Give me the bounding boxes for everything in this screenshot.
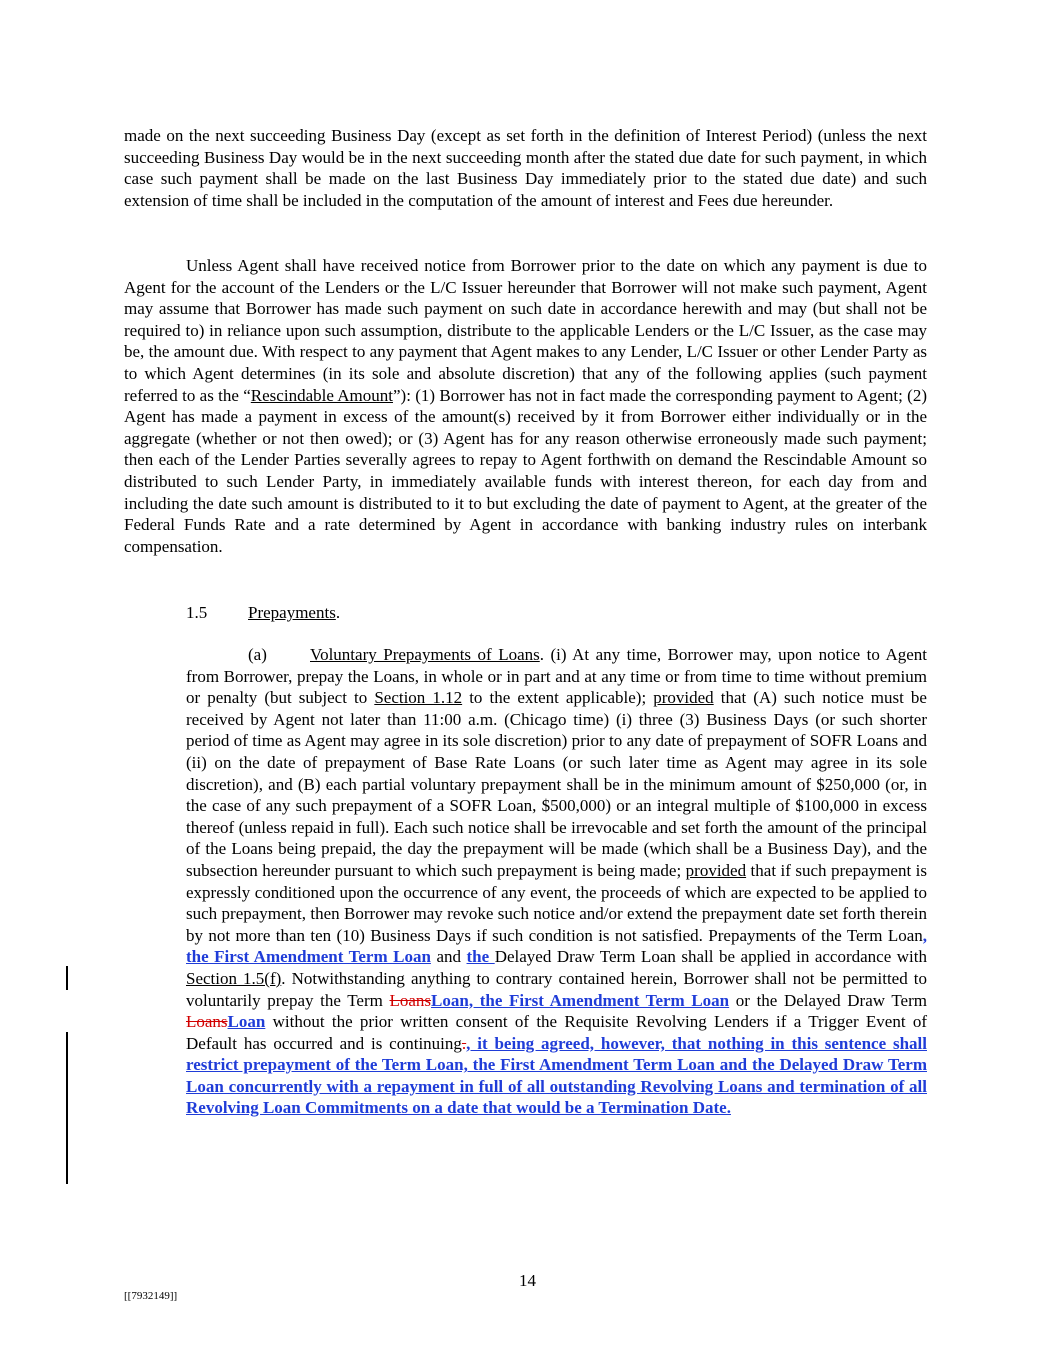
section-reference: Section 1.5(f)	[186, 968, 282, 988]
inserted-text: , the First Amendment Term Loan	[186, 925, 927, 967]
provided-term: provided	[685, 860, 747, 880]
document-id: [[7932149]]	[124, 1290, 178, 1302]
section-number: 1.5	[186, 603, 208, 622]
section-reference: Section 1.12	[374, 688, 463, 708]
paragraph-continuation: made on the next succeeding Business Day (except as set forth in the definition of Interest Period) (unless the next succeeding Business Day would be in the next succeeding month after the stated due date for such payment, in which case such payment shall be made on the last Business Day immediately prior to the stated due date) and such extension of time shall be included in the computation of the amount of interest and Fees due hereunder.	[124, 126, 927, 210]
section-heading	[186, 602, 340, 624]
subsection-text: that (A) such notice must be received by Agent not later than 11:00 a.m. (Chicago time) (i) three (3) Business Days (or such shorter period of time as Agent may agree in its sole discretion) prior to any date of prepayment of SOFR Loans and (ii) on the date of prepayment of Base Rate Loans (or such later time as Agent may agree in its sole discretion), and (B) each partial voluntary prepayment shall be in the minimum amount of $250,000 (or, in the case of any such prepayment of a SOFR Loan, $500,000) or an integral multiple of $100,000 in excess thereof (unless repaid in full). Each such notice shall be irrevocable and set forth the amount of the principal of the Loans being prepaid, the day the prepayment will be made (which shall be a Business Day), and the subsection hereunder pursuant to which such prepayment is being made;	[186, 688, 927, 880]
provided-term: provided	[653, 688, 714, 708]
subsection-title: Voluntary Prepayments of Loans	[310, 645, 540, 664]
subsection-text: . Notwithstanding anything to contrary contained herein, Borrower shall not be permitted to voluntarily prepay the Term	[186, 968, 927, 1010]
inserted-text: Loan, the First Amendment Term Loan	[431, 990, 730, 1010]
subsection-text: without the prior written consent of the Requisite Revolving Lenders if a Trigger Event of Default has occurred and is continuing	[186, 1012, 927, 1053]
subsection-text: to the extent applicable);	[462, 688, 654, 708]
paragraph-text: ”): (1) Borrower has not in fact made the corresponding payment to Agent; (2) Agent has made a payment in excess of the amount(s) received by it from Borrower either individually or in the aggregate (whether or not then owed); or (3) Agent has for any reason otherwise erroneously made such payment; then each of the Lender Parties severally agrees to repay to Agent forthwith on demand the Rescindable Amount so distributed to such Lender Party, in immediately available funds with interest thereon, for each day from and including the date such amount is distributed to it to but excluding the date of payment to Agent, at the greater of the Federal Funds Rate and a rate determined by Agent in accordance with banking industry rules on interbank compensation.	[124, 385, 927, 556]
deleted-text: Loans	[186, 1012, 228, 1032]
inserted-text: , it being agreed, however, that nothing in this sentence shall restrict prepayment of the Term Loan, the First Amendment Term Loan and the Delayed Draw Term Loan concurrently with a repayment in full of all outstanding Revolving Loans and termination of all Revolving Loan Commitments on a date that would be a Termination Date.	[186, 1033, 927, 1118]
subsection-text: and	[430, 947, 467, 967]
defined-term: Rescindable Amount	[250, 385, 393, 405]
section-title-suffix: .	[335, 603, 341, 622]
subsection-label: (a)	[248, 645, 267, 664]
inserted-text: Loan	[227, 1012, 266, 1032]
subsection-a	[186, 644, 927, 1119]
deleted-text: Loans	[389, 990, 432, 1010]
page-number: 14	[519, 1271, 536, 1290]
inserted-text: the	[466, 947, 495, 967]
deleted-text: .	[461, 1033, 467, 1053]
subsection-text: Delayed Draw Term Loan shall be applied in accordance with	[494, 947, 927, 967]
subsection-text: or the Delayed Draw Term	[729, 990, 927, 1010]
change-bar	[66, 1048, 68, 1184]
change-bar	[66, 966, 68, 990]
paragraph-text: Unless Agent shall have received notice from Borrower prior to the date on which any payment is due to Agent for the account of the Lenders or the L/C Issuer hereunder that Borrower will not make such payment, Agent may assume that Borrower has made such payment on such date in accordance herewith and may (but shall not be required to) in reliance upon such assumption, distribute to the applicable Lenders or the L/C Issuer, as the case may be, the amount due. With respect to any payment that Agent makes to any Lender, L/C Issuer or other Lender Party as to which Agent determines (in its sole and absolute discretion) that any of the following applies (such payment referred to as the “	[124, 256, 927, 405]
paragraph-rescindable-amount	[124, 255, 927, 557]
subsection-text: . (i) At any time, Borrower may, upon notice to Agent from Borrower, prepay the Loans, in whole or in part and at any time or from time to time without premium or penalty (but subject to	[186, 645, 927, 708]
section-title: Prepayments	[248, 603, 336, 622]
subsection-text: that if such prepayment is expressly conditioned upon the occurrence of any event, the proceeds of which are expected to be applied to such prepayment, then Borrower may revoke such notice and/or extend the prepayment date set forth therein by not more than ten (10) Business Days if such condition is not satisfied. Prepayments of the Term Loan	[186, 860, 927, 945]
